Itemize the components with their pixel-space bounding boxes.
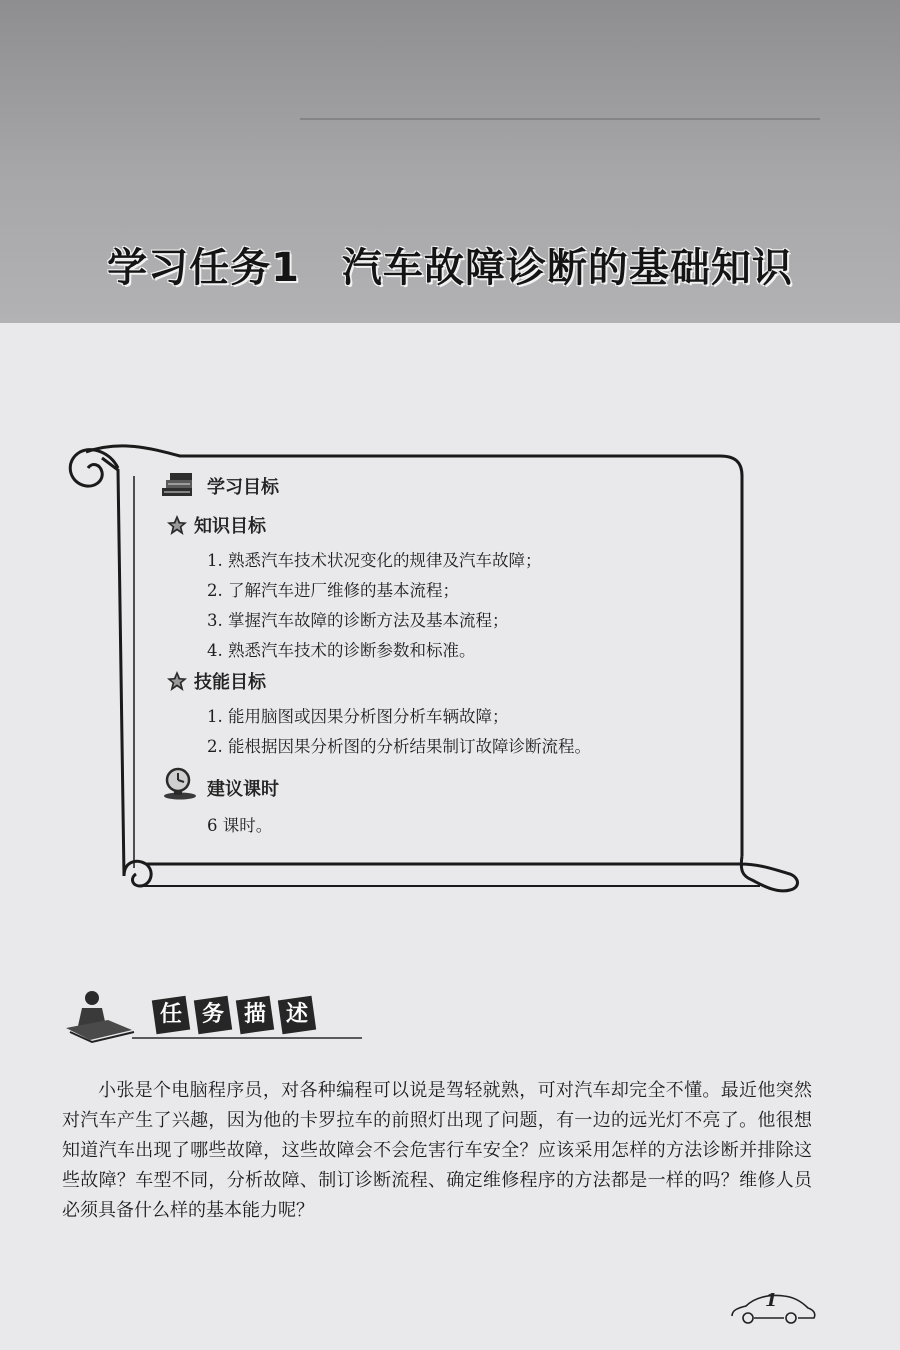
skill-item-2: 2. 能根据因果分析图的分析结果制订故障诊断流程。 [207,737,591,756]
knowledge-item-3: 3. 掌握汽车故障的诊断方法及基本流程； [207,611,509,630]
clock-icon [160,766,200,800]
banner-char: 描 [243,1002,266,1027]
suggested-hours-value: 6 课时。 [207,816,273,835]
books-icon [158,470,198,498]
knowledge-item-1: 1. 熟悉汽车技术状况变化的规律及汽车故障； [207,551,542,570]
skill-goals-heading [166,668,266,694]
knowledge-item-4: 4. 熟悉汽车技术的诊断参数和标准。 [207,641,476,660]
skill-goals-label: 技能目标 [194,672,266,693]
task-description-label [150,997,390,1028]
skill-item-1: 1. 能用脑图或因果分析图分析车辆故障； [207,707,509,726]
learning-goals-heading: 学习目标 [207,477,279,498]
reader-icon [66,991,134,1042]
suggested-hours-heading: 建议课时 [207,779,279,800]
knowledge-goals-label: 知识目标 [194,516,266,537]
star-icon [166,670,188,692]
knowledge-goals-heading [166,512,266,538]
task-number: 学习任务1 [107,245,300,291]
star-icon [166,514,188,536]
knowledge-item-2: 2. 了解汽车进厂维修的基本流程； [207,581,459,600]
banner-char: 务 [201,1002,224,1027]
page-title [0,236,900,293]
page-number: 1 [765,1290,778,1311]
banner-char: 述 [285,1002,308,1027]
banner-char: 任 [159,1002,182,1027]
bleed-through-rule [300,96,820,120]
task-description-paragraph: 小张是个电脑程序员，对各种编程可以说是驾轻就熟，可对汽车却完全不懂。最近他突然对汽车产生了兴趣，因为他的卡罗拉车的前照灯出现了问题，有一边的远光灯不亮了。他很想知道汽车出现了哪些故障，这些故障会不会危害行车安全？应该采用怎样的方法诊断并排除这些故障？车型不同，分析故障、制订诊断流程、确定维修程序的方法都是一样的吗？维修人员必须具备什么样的基本能力呢？ [62,1080,812,1221]
task-title-text: 汽车故障诊断的基础知识 [341,245,793,291]
